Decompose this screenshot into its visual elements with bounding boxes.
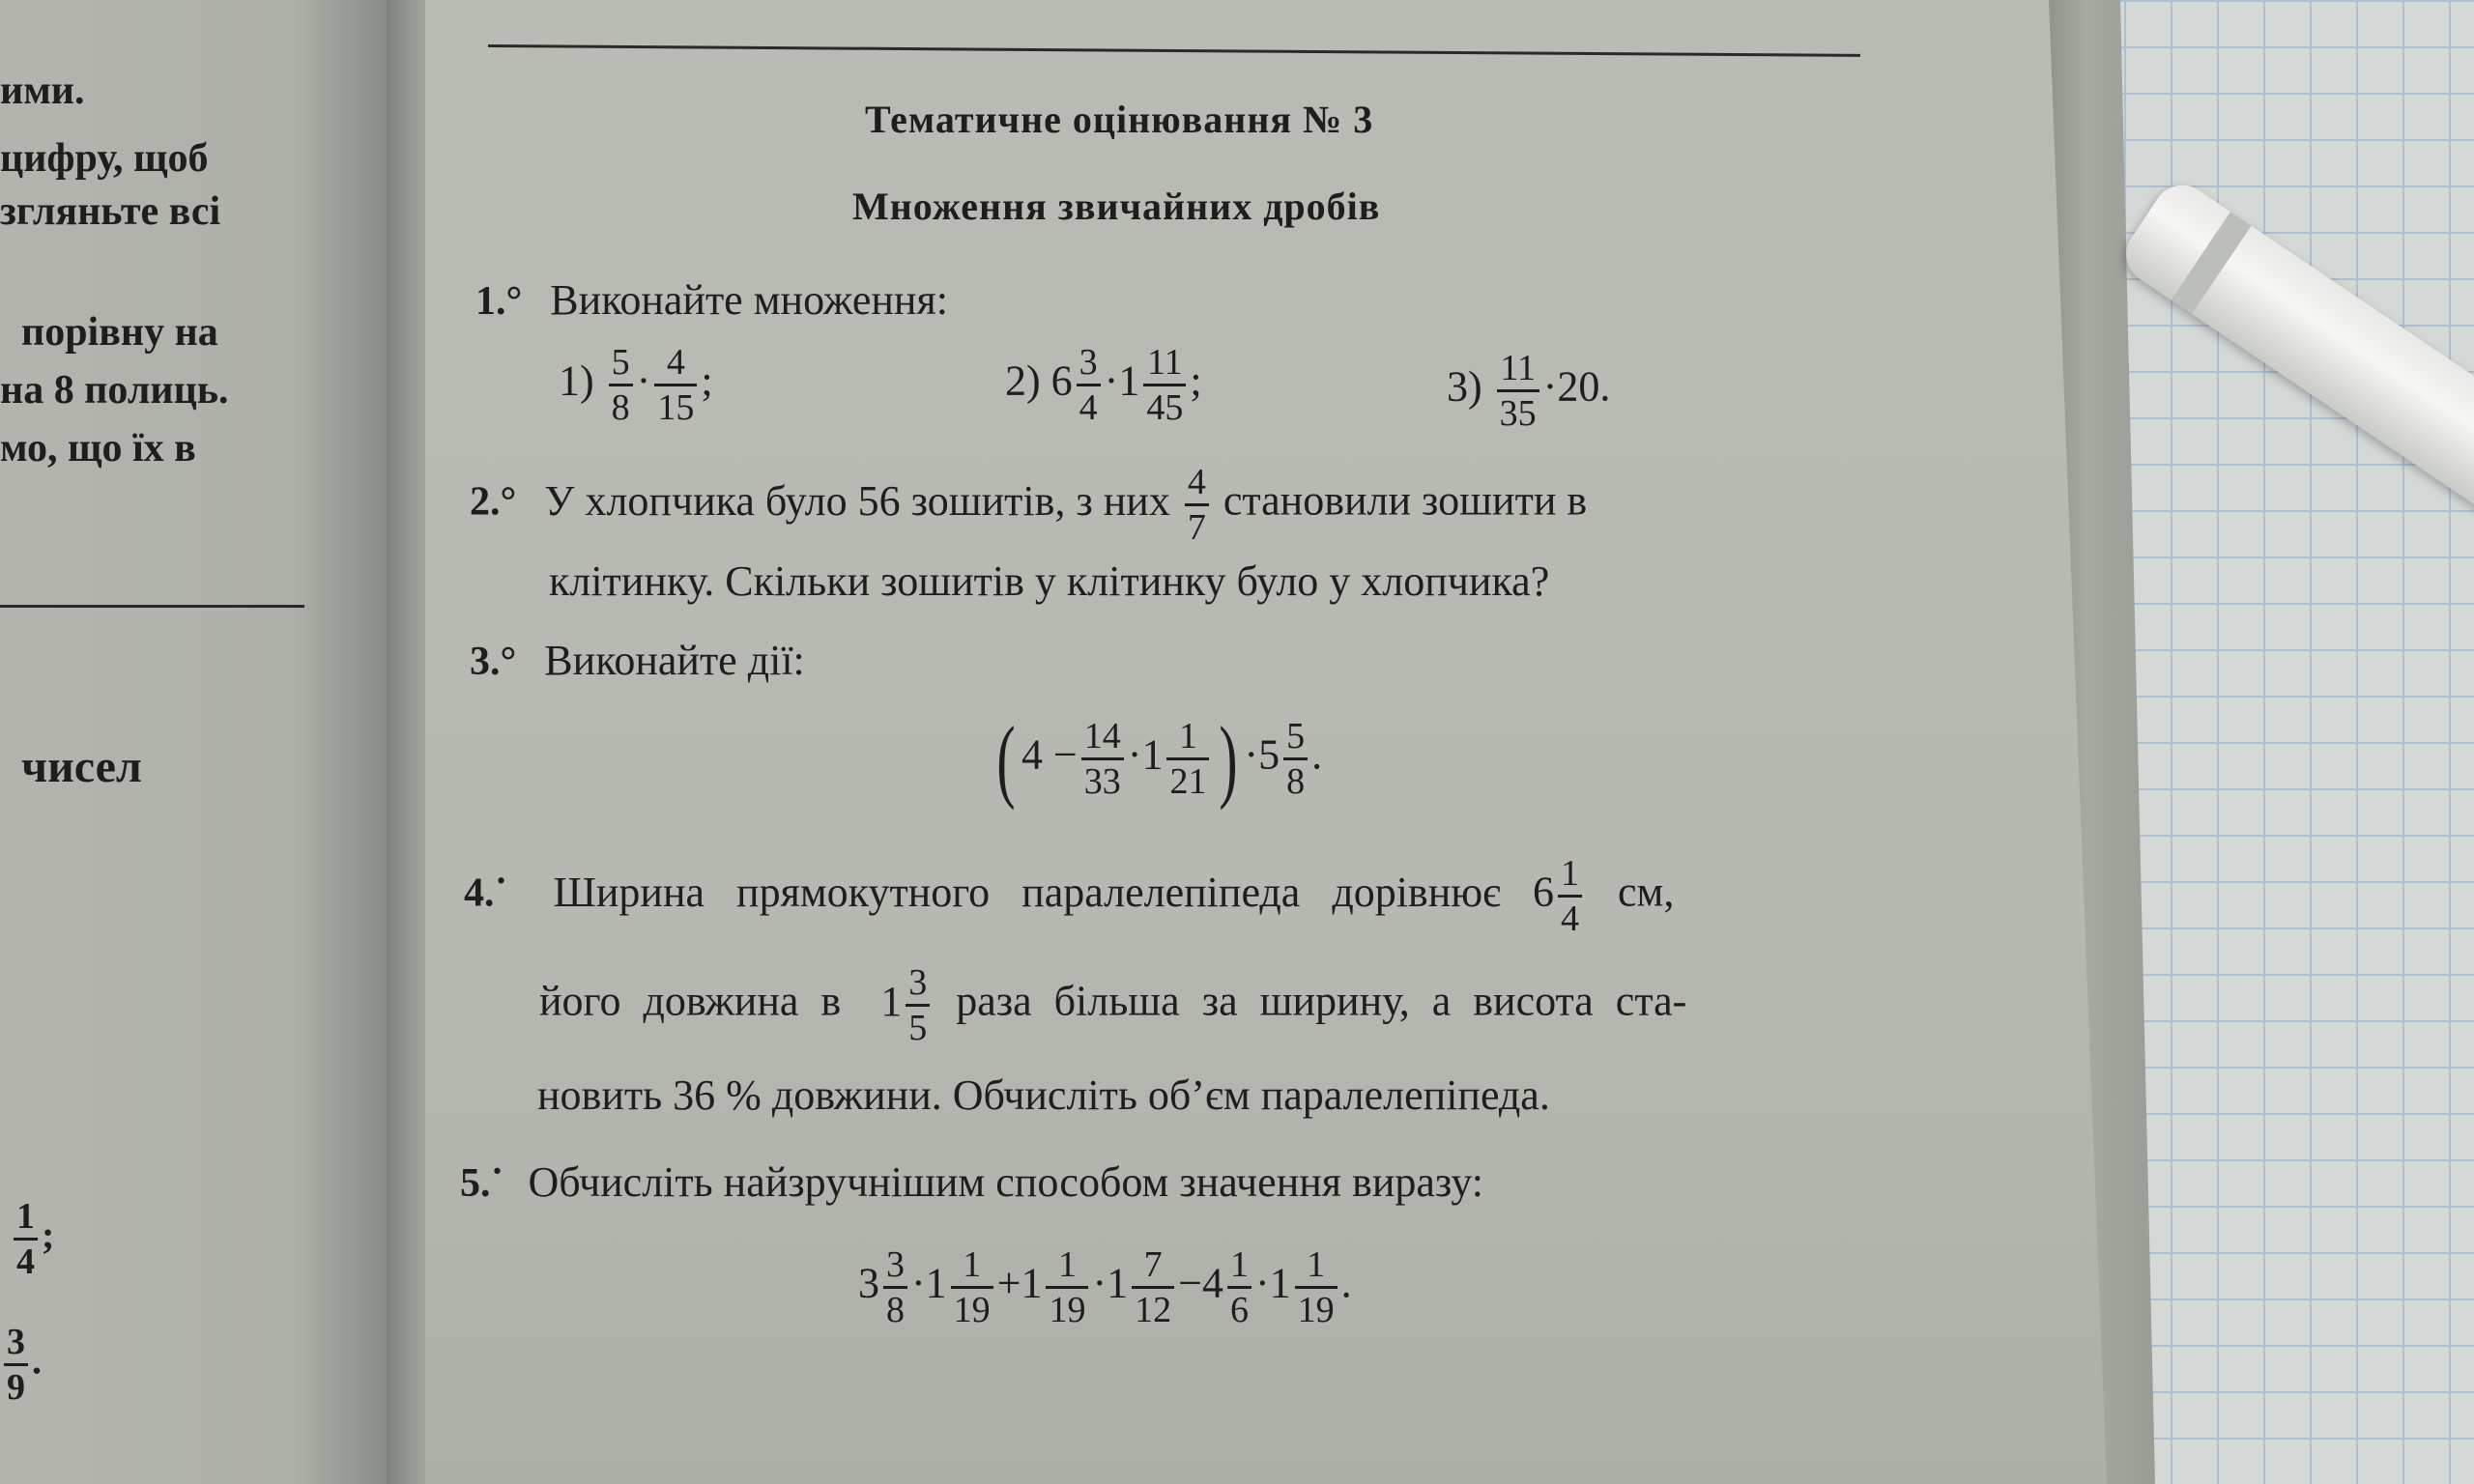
page-title: Тематичне оцінювання № 3 [865, 98, 1374, 141]
left-fraction-1: $\frac{1}{4}$ ; [10, 1198, 54, 1280]
task-4-line-3: новить 36 % довжини. Обчисліть об’єм паралелепіпеда. [537, 1071, 1550, 1119]
task-5-expression: 3 $\frac{3}{8}$ ·1 $\frac{1}{19}$ +1 $\frac{1}{19}$ ·1 $\frac{7}{12}$ −4 $\frac{1}{6}$ ·1 $\frac{1}{19}$ . [858, 1244, 1352, 1330]
left-line-3: згляньте всі [0, 189, 221, 234]
task-4-line-1: 4.˙ Ширина прямокутного паралелепіпеда дорівнює 6 $\frac{1}{4}$ см, [464, 853, 1675, 939]
task-2-line-1: 2.° У хлопчика було 56 зошитів, з них $\frac{4}{7}$ становили зошити в [470, 462, 1588, 548]
task-4-line-2: його довжина в 1 $\frac{3}{5}$ раза більша за ширину, а висота ста- [539, 962, 1687, 1048]
marker-band [2172, 212, 2252, 314]
task-1-item-1: 1) $\frac{5}{8}$ · $\frac{4}{15}$ ; [559, 342, 713, 428]
task-3-heading: 3.° Виконайте дії: [470, 637, 805, 684]
task-3-expression: ( 4 − $\frac{14}{33}$ ·1 $\frac{1}{21}$ ) ·5 $\frac{5}{8}$ . [996, 707, 1323, 811]
task-1-item-3: 3) $\frac{11}{35}$ ·20. [1447, 348, 1611, 434]
task-2-line-2: клітинку. Скільки зошитів у клітинку було у хлопчика? [549, 557, 1550, 605]
left-heading: чисел [21, 741, 142, 792]
task-1-heading: 1.° Виконайте множення: [475, 276, 948, 324]
left-line-4: порівну на [21, 310, 218, 355]
left-line-6: мо, що їх в [0, 426, 196, 471]
left-line-5: на 8 полиць. [0, 368, 229, 413]
left-line-1: ими. [0, 69, 85, 113]
task-5-heading: 5.˙ Обчисліть найзручнішим способом значення виразу: [460, 1158, 1483, 1206]
page-subtitle: Множення звичайних дробів [852, 185, 1381, 228]
left-divider [0, 605, 304, 608]
left-fraction-2: $\frac{3}{9}$ . [0, 1324, 42, 1406]
task-1-item-2: 2) 6 $\frac{3}{4}$ ·1 $\frac{11}{45}$ ; [1005, 342, 1202, 428]
left-line-2: цифру, щоб [0, 136, 209, 181]
